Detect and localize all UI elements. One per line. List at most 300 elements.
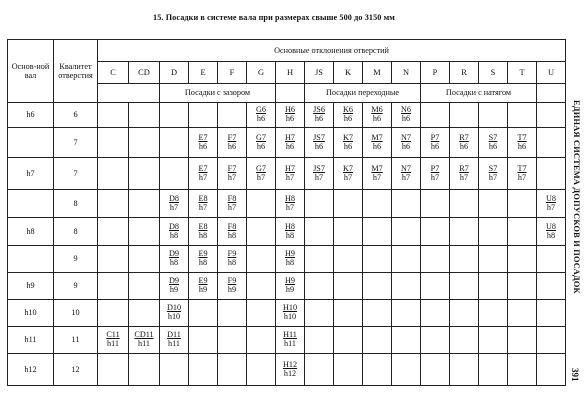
fit-fraction xyxy=(517,134,526,151)
shaft-tolerance: h7 xyxy=(227,172,237,182)
fits-table xyxy=(7,39,566,386)
fit-fraction xyxy=(371,165,382,182)
shaft-tolerance: h11 xyxy=(107,339,119,348)
fit-cell-u xyxy=(537,103,566,128)
fit-cell-u xyxy=(537,354,566,386)
fit-cell-d xyxy=(160,158,189,190)
hole-tolerance: D10 xyxy=(166,303,182,313)
fit-cell-p xyxy=(421,327,450,354)
fit-fraction xyxy=(343,106,353,123)
fit-cell-s xyxy=(479,354,508,386)
fit-fraction xyxy=(167,331,181,348)
fit-cell-n xyxy=(392,246,421,273)
hole-tolerance: R7 xyxy=(459,132,469,142)
fit-fraction xyxy=(228,250,237,267)
hole-tolerance: G6 xyxy=(255,105,266,115)
fit-cell-js xyxy=(305,190,334,218)
shaft-tolerance: h8 xyxy=(227,258,237,267)
fit-cell-g xyxy=(247,300,276,327)
table-row xyxy=(8,103,566,128)
column-header-n: N xyxy=(392,62,421,84)
fit-cell-r xyxy=(450,103,479,128)
shaft-tolerance: h11 xyxy=(284,339,296,348)
shaft-tolerance: h7 xyxy=(198,172,208,182)
fit-fraction xyxy=(459,165,469,182)
hole-tolerance: N7 xyxy=(400,163,411,173)
hole-grade-cell: 10 xyxy=(54,300,98,327)
fit-fraction xyxy=(228,223,237,240)
fit-cell-k xyxy=(334,354,363,386)
fit-cell-g xyxy=(247,103,276,128)
fit-cell-k xyxy=(334,218,363,246)
fit-cell-p xyxy=(421,300,450,327)
hole-tolerance: F9 xyxy=(227,276,237,286)
fit-cell-u xyxy=(537,273,566,300)
hole-tolerance: E8 xyxy=(198,193,208,203)
fit-fraction xyxy=(256,165,266,182)
fit-cell-e xyxy=(189,327,218,354)
hole-tolerance: M7 xyxy=(371,163,383,173)
shaft-tolerance: h7 xyxy=(430,172,440,182)
fit-fraction xyxy=(198,195,207,212)
fit-fraction xyxy=(169,250,179,267)
hole-tolerance: N7 xyxy=(400,132,411,142)
base-shaft-cell: h7 xyxy=(8,158,54,190)
fit-cell-p xyxy=(421,273,450,300)
fit-cell-t xyxy=(508,218,537,246)
header-deviations: Основные отклонения отверстий xyxy=(98,40,566,62)
shaft-tolerance: h7 xyxy=(343,172,353,182)
fit-cell-m xyxy=(363,190,392,218)
fit-fraction xyxy=(198,277,207,294)
fit-fraction xyxy=(285,134,295,151)
fit-cell-c xyxy=(98,218,129,246)
fit-fraction xyxy=(343,134,353,151)
shaft-tolerance: h6 xyxy=(430,141,440,151)
fit-fraction xyxy=(401,106,411,123)
table-row xyxy=(8,190,566,218)
table-row xyxy=(8,354,566,386)
fit-fraction xyxy=(401,134,411,151)
shaft-tolerance: h7 xyxy=(401,172,411,182)
fit-cell-h xyxy=(276,246,305,273)
header-empty-h xyxy=(276,84,305,103)
hole-tolerance: C11 xyxy=(106,330,120,340)
fit-fraction xyxy=(401,165,411,182)
fit-cell-cd xyxy=(129,354,160,386)
fit-cell-d xyxy=(160,273,189,300)
hole-tolerance: E8 xyxy=(198,221,208,231)
fit-cell-c xyxy=(98,246,129,273)
hole-tolerance: G7 xyxy=(255,132,266,142)
fit-fraction xyxy=(285,277,295,294)
fit-cell-g xyxy=(247,128,276,158)
shaft-tolerance: h6 xyxy=(343,141,353,151)
fit-fraction xyxy=(228,165,237,182)
fit-cell-e xyxy=(189,273,218,300)
hole-tolerance: T7 xyxy=(517,163,527,173)
fit-cell-g xyxy=(247,354,276,386)
fit-cell-e xyxy=(189,190,218,218)
column-header-g: G xyxy=(247,62,276,84)
shaft-tolerance: h6 xyxy=(285,114,295,123)
shaft-tolerance: h6 xyxy=(401,141,411,151)
shaft-tolerance: h7 xyxy=(517,172,527,182)
fit-cell-d xyxy=(160,246,189,273)
fit-cell-k xyxy=(334,327,363,354)
hole-tolerance: H9 xyxy=(284,249,295,259)
table-row xyxy=(8,273,566,300)
column-header-m: M xyxy=(363,62,392,84)
fit-fraction xyxy=(198,223,207,240)
fit-cell-k xyxy=(334,273,363,300)
fit-fraction xyxy=(489,134,498,151)
hole-grade-cell: 8 xyxy=(54,218,98,246)
fit-cell-g xyxy=(247,246,276,273)
hole-tolerance: H8 xyxy=(284,193,295,203)
fit-cell-k xyxy=(334,300,363,327)
hole-tolerance: S7 xyxy=(488,132,498,142)
fit-fraction xyxy=(198,165,207,182)
hole-tolerance: D9 xyxy=(168,249,179,259)
fit-cell-p xyxy=(421,218,450,246)
fit-fraction xyxy=(283,361,297,378)
fit-fraction xyxy=(167,304,181,321)
fit-cell-cd xyxy=(129,218,160,246)
shaft-tolerance: h6 xyxy=(256,114,266,123)
fit-cell-s xyxy=(479,327,508,354)
base-shaft-cell xyxy=(8,190,54,218)
fit-cell-n xyxy=(392,300,421,327)
table-row xyxy=(8,300,566,327)
fit-cell-s xyxy=(479,218,508,246)
fit-cell-e xyxy=(189,158,218,190)
column-header-u: U xyxy=(537,62,566,84)
shaft-tolerance: h8 xyxy=(546,230,556,240)
fit-cell-p xyxy=(421,103,450,128)
fit-cell-js xyxy=(305,218,334,246)
fit-fraction xyxy=(285,223,295,240)
shaft-tolerance: h8 xyxy=(285,230,295,240)
fit-fraction xyxy=(228,277,237,294)
fit-cell-m xyxy=(363,300,392,327)
fit-fraction xyxy=(313,134,325,151)
hole-tolerance: F8 xyxy=(227,221,237,231)
fit-cell-js xyxy=(305,246,334,273)
fit-cell-cd xyxy=(129,103,160,128)
fit-cell-n xyxy=(392,354,421,386)
fit-cell-p xyxy=(421,158,450,190)
fit-cell-h xyxy=(276,327,305,354)
fit-cell-n xyxy=(392,218,421,246)
hole-tolerance: T7 xyxy=(517,132,527,142)
shaft-tolerance: h9 xyxy=(198,285,208,294)
hole-tolerance: E9 xyxy=(198,276,208,286)
fit-cell-f xyxy=(218,103,247,128)
hole-tolerance: H7 xyxy=(284,163,295,173)
fit-cell-r xyxy=(450,273,479,300)
fit-cell-f xyxy=(218,158,247,190)
shaft-tolerance: h8 xyxy=(198,230,208,240)
fit-fraction xyxy=(285,165,295,182)
fit-cell-c xyxy=(98,128,129,158)
fit-fraction xyxy=(546,223,556,240)
hole-tolerance: D9 xyxy=(168,276,179,286)
fit-fraction xyxy=(371,134,382,151)
shaft-tolerance: h8 xyxy=(285,258,295,267)
fit-cell-u xyxy=(537,158,566,190)
fit-cell-n xyxy=(392,273,421,300)
hole-tolerance: JS7 xyxy=(313,132,325,142)
column-header-cd: CD xyxy=(129,62,160,84)
fit-cell-h xyxy=(276,218,305,246)
hole-tolerance: H9 xyxy=(284,276,295,286)
table-row xyxy=(8,327,566,354)
header-base-shaft: Основ-ной вал xyxy=(8,40,54,103)
fit-cell-u xyxy=(537,190,566,218)
fit-cell-cd xyxy=(129,273,160,300)
hole-tolerance: H12 xyxy=(282,359,298,369)
base-shaft-cell: h12 xyxy=(8,354,54,386)
shaft-tolerance: h8 xyxy=(169,230,179,240)
fit-fraction xyxy=(283,331,297,348)
group-interference: Посадки с натягом xyxy=(421,84,537,103)
hole-grade-cell: 6 xyxy=(54,103,98,128)
fit-fraction xyxy=(134,331,153,348)
fit-cell-js xyxy=(305,128,334,158)
fit-cell-t xyxy=(508,158,537,190)
fit-cell-k xyxy=(334,158,363,190)
base-shaft-cell: h8 xyxy=(8,218,54,246)
table-title: 15. Посадки в системе вала при размерах свыше 500 до 3150 мм xyxy=(153,13,395,22)
fit-fraction xyxy=(285,106,295,123)
column-header-d: D xyxy=(160,62,189,84)
fit-cell-p xyxy=(421,128,450,158)
fit-cell-s xyxy=(479,246,508,273)
hole-tolerance: JS7 xyxy=(313,163,325,173)
fit-cell-p xyxy=(421,246,450,273)
fit-fraction xyxy=(228,195,237,212)
fit-cell-r xyxy=(450,300,479,327)
shaft-tolerance: h6 xyxy=(517,141,527,151)
fit-cell-t xyxy=(508,190,537,218)
column-header-h: H xyxy=(276,62,305,84)
shaft-tolerance: h6 xyxy=(198,141,208,151)
fit-cell-js xyxy=(305,300,334,327)
shaft-tolerance: h6 xyxy=(314,141,324,151)
fit-cell-g xyxy=(247,190,276,218)
fit-cell-f xyxy=(218,246,247,273)
shaft-tolerance: h9 xyxy=(169,285,179,294)
fit-cell-d xyxy=(160,327,189,354)
shaft-tolerance: h11 xyxy=(168,339,180,348)
fit-cell-p xyxy=(421,190,450,218)
shaft-tolerance: h6 xyxy=(256,141,266,151)
fit-fraction xyxy=(256,134,266,151)
fit-cell-n xyxy=(392,128,421,158)
fit-cell-cd xyxy=(129,128,160,158)
fit-cell-g xyxy=(247,273,276,300)
fit-cell-f xyxy=(218,190,247,218)
fit-cell-g xyxy=(247,158,276,190)
fit-fraction xyxy=(313,106,325,123)
fit-fraction xyxy=(489,165,498,182)
hole-tolerance: H11 xyxy=(283,330,297,340)
hole-tolerance: H6 xyxy=(284,105,295,115)
table-row xyxy=(8,158,566,190)
shaft-tolerance: h11 xyxy=(138,339,150,348)
base-shaft-cell: h10 xyxy=(8,300,54,327)
fit-cell-m xyxy=(363,158,392,190)
shaft-tolerance: h6 xyxy=(285,141,295,151)
fit-cell-d xyxy=(160,354,189,386)
hole-tolerance: H7 xyxy=(284,132,295,142)
hole-tolerance: D8 xyxy=(168,221,179,231)
base-shaft-cell: h6 xyxy=(8,103,54,128)
fit-cell-js xyxy=(305,103,334,128)
fit-cell-e xyxy=(189,103,218,128)
fit-cell-c xyxy=(98,300,129,327)
hole-tolerance: R7 xyxy=(459,163,469,173)
fit-cell-r xyxy=(450,190,479,218)
fit-cell-k xyxy=(334,190,363,218)
fit-cell-s xyxy=(479,158,508,190)
fit-cell-h xyxy=(276,190,305,218)
fit-cell-js xyxy=(305,327,334,354)
fit-cell-cd xyxy=(129,158,160,190)
hole-tolerance: M7 xyxy=(371,132,383,142)
fit-cell-f xyxy=(218,300,247,327)
fit-cell-u xyxy=(537,246,566,273)
fit-cell-f xyxy=(218,128,247,158)
fit-cell-js xyxy=(305,158,334,190)
shaft-tolerance: h6 xyxy=(227,141,237,151)
column-header-r: R xyxy=(450,62,479,84)
shaft-tolerance: h7 xyxy=(285,172,295,182)
fit-fraction xyxy=(106,331,119,348)
fit-fraction xyxy=(431,134,440,151)
page-number: 391 xyxy=(570,368,580,382)
shaft-tolerance: h6 xyxy=(459,141,469,151)
fit-cell-t xyxy=(508,354,537,386)
fit-cell-h xyxy=(276,300,305,327)
fit-fraction xyxy=(431,165,440,182)
hole-tolerance: S7 xyxy=(488,163,498,173)
hole-tolerance: U8 xyxy=(545,221,556,231)
header-empty-cd xyxy=(98,84,160,103)
column-header-p: P xyxy=(421,62,450,84)
fit-cell-e xyxy=(189,218,218,246)
fit-cell-r xyxy=(450,218,479,246)
fit-fraction xyxy=(169,277,179,294)
hole-tolerance: K7 xyxy=(342,132,353,142)
group-clearance: Посадки с зазором xyxy=(160,84,276,103)
fit-cell-c xyxy=(98,327,129,354)
fit-cell-n xyxy=(392,190,421,218)
fit-fraction xyxy=(313,165,325,182)
shaft-tolerance: h6 xyxy=(343,114,353,123)
column-header-s: S xyxy=(479,62,508,84)
shaft-tolerance: h7 xyxy=(459,172,469,182)
hole-tolerance: E7 xyxy=(198,132,208,142)
fit-cell-r xyxy=(450,354,479,386)
shaft-tolerance: h7 xyxy=(285,202,295,212)
fit-cell-t xyxy=(508,128,537,158)
shaft-tolerance: h8 xyxy=(169,258,179,267)
shaft-tolerance: h12 xyxy=(283,368,297,378)
shaft-tolerance: h7 xyxy=(198,202,208,212)
column-header-k: K xyxy=(334,62,363,84)
hole-tolerance: JS6 xyxy=(313,105,325,115)
hole-tolerance: P7 xyxy=(430,132,440,142)
hole-grade-cell: 9 xyxy=(54,246,98,273)
fit-cell-t xyxy=(508,103,537,128)
fit-cell-js xyxy=(305,354,334,386)
fit-fraction xyxy=(546,195,556,212)
fit-cell-s xyxy=(479,128,508,158)
fit-cell-r xyxy=(450,246,479,273)
fit-cell-h xyxy=(276,158,305,190)
fit-cell-cd xyxy=(129,327,160,354)
fit-cell-t xyxy=(508,300,537,327)
fit-cell-n xyxy=(392,158,421,190)
hole-tolerance: K7 xyxy=(342,163,353,173)
hole-tolerance: G7 xyxy=(255,163,266,173)
hole-tolerance: U8 xyxy=(545,193,556,203)
fit-cell-f xyxy=(218,273,247,300)
fit-cell-u xyxy=(537,128,566,158)
base-shaft-cell xyxy=(8,246,54,273)
hole-tolerance: CD11 xyxy=(134,330,154,340)
hole-tolerance: F8 xyxy=(227,193,237,203)
base-shaft-cell: h9 xyxy=(8,273,54,300)
fit-cell-d xyxy=(160,190,189,218)
fit-fraction xyxy=(371,106,382,123)
hole-tolerance: D8 xyxy=(168,193,179,203)
shaft-tolerance: h10 xyxy=(283,312,297,321)
hole-grade-cell: 7 xyxy=(54,128,98,158)
fit-cell-c xyxy=(98,158,129,190)
fit-cell-d xyxy=(160,103,189,128)
fit-cell-f xyxy=(218,354,247,386)
table-row xyxy=(8,218,566,246)
fit-cell-f xyxy=(218,327,247,354)
hole-tolerance: D11 xyxy=(167,330,181,340)
shaft-tolerance: h7 xyxy=(227,202,237,212)
fit-cell-js xyxy=(305,273,334,300)
shaft-tolerance: h6 xyxy=(401,114,411,123)
shaft-tolerance: h7 xyxy=(488,172,498,182)
fit-cell-r xyxy=(450,327,479,354)
fit-cell-e xyxy=(189,354,218,386)
shaft-tolerance: h7 xyxy=(169,202,179,212)
fit-fraction xyxy=(285,250,295,267)
fit-fraction xyxy=(343,165,353,182)
hole-tolerance: F9 xyxy=(227,249,237,259)
shaft-tolerance: h7 xyxy=(256,172,266,182)
fit-cell-t xyxy=(508,246,537,273)
fit-cell-m xyxy=(363,128,392,158)
fit-cell-u xyxy=(537,327,566,354)
fit-cell-h xyxy=(276,273,305,300)
shaft-tolerance: h6 xyxy=(372,114,382,123)
fit-cell-d xyxy=(160,300,189,327)
fit-cell-u xyxy=(537,300,566,327)
fit-fraction xyxy=(228,134,237,151)
fit-fraction xyxy=(283,304,297,321)
fit-cell-e xyxy=(189,246,218,273)
shaft-tolerance: h7 xyxy=(314,172,324,182)
